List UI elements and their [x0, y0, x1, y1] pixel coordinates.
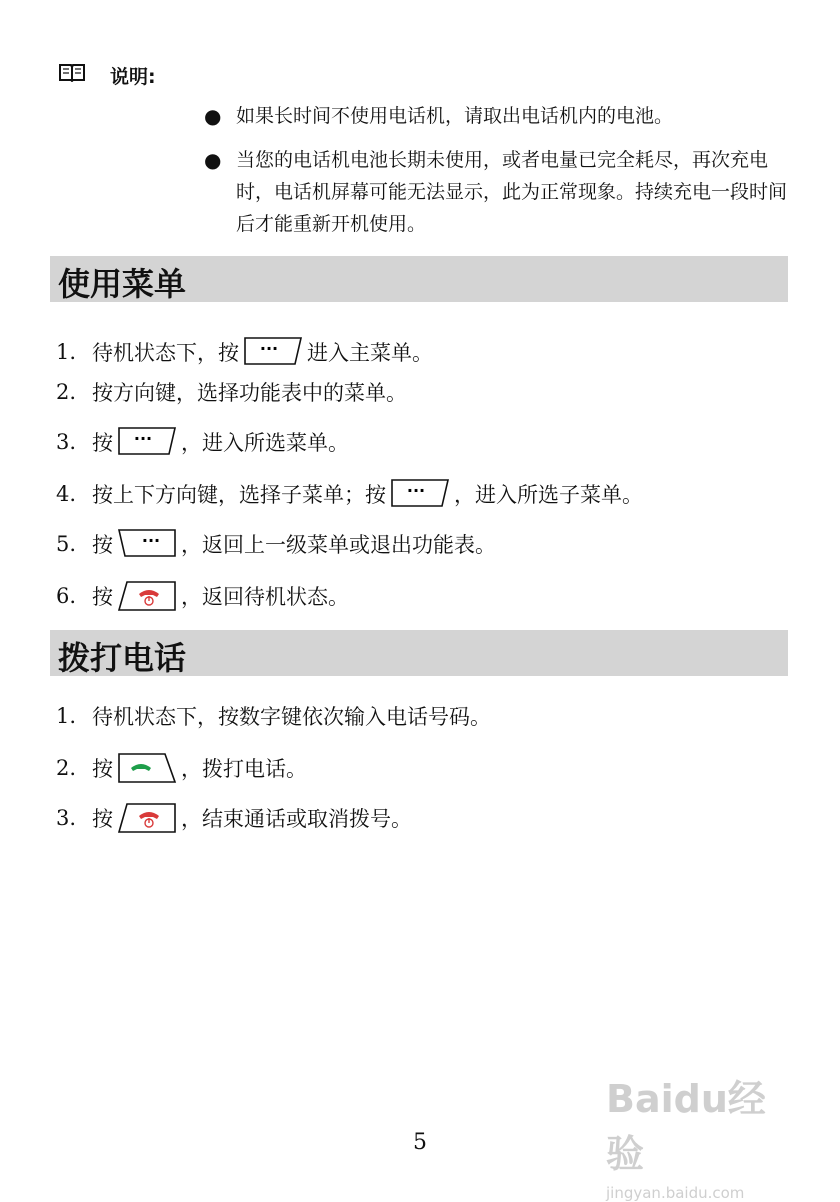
- svg-text:···: ···: [259, 339, 279, 358]
- bullet-icon: ●: [204, 104, 222, 128]
- note-item-text: 当您的电话机电池长期未使用，或者电量已完全耗尽，再次充电时，电话机屏幕可能无法显示，此为正常现象。持续充电一段时间后才能重新开机使用。: [236, 149, 788, 235]
- svg-text:···: ···: [133, 429, 153, 448]
- svg-text:···: ···: [141, 531, 161, 550]
- call-key-icon: [115, 748, 179, 788]
- watermark-url: jingyan.baidu.com: [606, 1184, 745, 1202]
- note-item: [204, 144, 794, 240]
- section-title: 使用菜单: [58, 265, 187, 303]
- end-call-key-icon: [115, 798, 179, 838]
- left-soft-key-icon: [115, 422, 179, 462]
- step-item: 3. 按 ，结束通话或取消拨号。: [56, 798, 412, 838]
- left-soft-key-icon: [241, 332, 305, 372]
- step-item: 1. 待机状态下，按 ··· 进入主菜单。: [56, 332, 433, 372]
- step-item: 3. 按 ··· ，进入所选菜单。: [56, 422, 349, 462]
- step-item: 5. 按 ··· ，返回上一级菜单或退出功能表。: [56, 524, 496, 564]
- step-item: 4. 按上下方向键，选择子菜单；按 ··· ，进入所选子菜单。: [56, 474, 643, 514]
- section-header-call: [50, 630, 788, 676]
- svg-text:···: ···: [406, 481, 426, 500]
- left-soft-key-icon: [388, 474, 452, 514]
- step-item: 6. 按 ，返回待机状态。: [56, 576, 349, 616]
- note-item-text: 如果长时间不使用电话机，请取出电话机内的电池。: [236, 105, 674, 127]
- page-number: 5: [413, 1130, 427, 1155]
- end-call-key-icon: [115, 576, 179, 616]
- book-icon: [58, 62, 86, 82]
- note-item: [204, 100, 794, 132]
- step-item: 2. 按 ，拨打电话。: [56, 748, 307, 788]
- bullet-icon: ●: [204, 148, 222, 172]
- section-title: 拨打电话: [58, 639, 187, 677]
- step-item: 2. 按方向键，选择功能表中的菜单。: [56, 380, 407, 405]
- note-title: 说明:: [110, 66, 156, 88]
- step-item: 1. 待机状态下，按数字键依次输入电话号码。: [56, 704, 491, 729]
- section-header-menu: [50, 256, 788, 302]
- right-soft-key-icon: [115, 524, 179, 564]
- watermark-logo: Baidu经验: [606, 1077, 766, 1176]
